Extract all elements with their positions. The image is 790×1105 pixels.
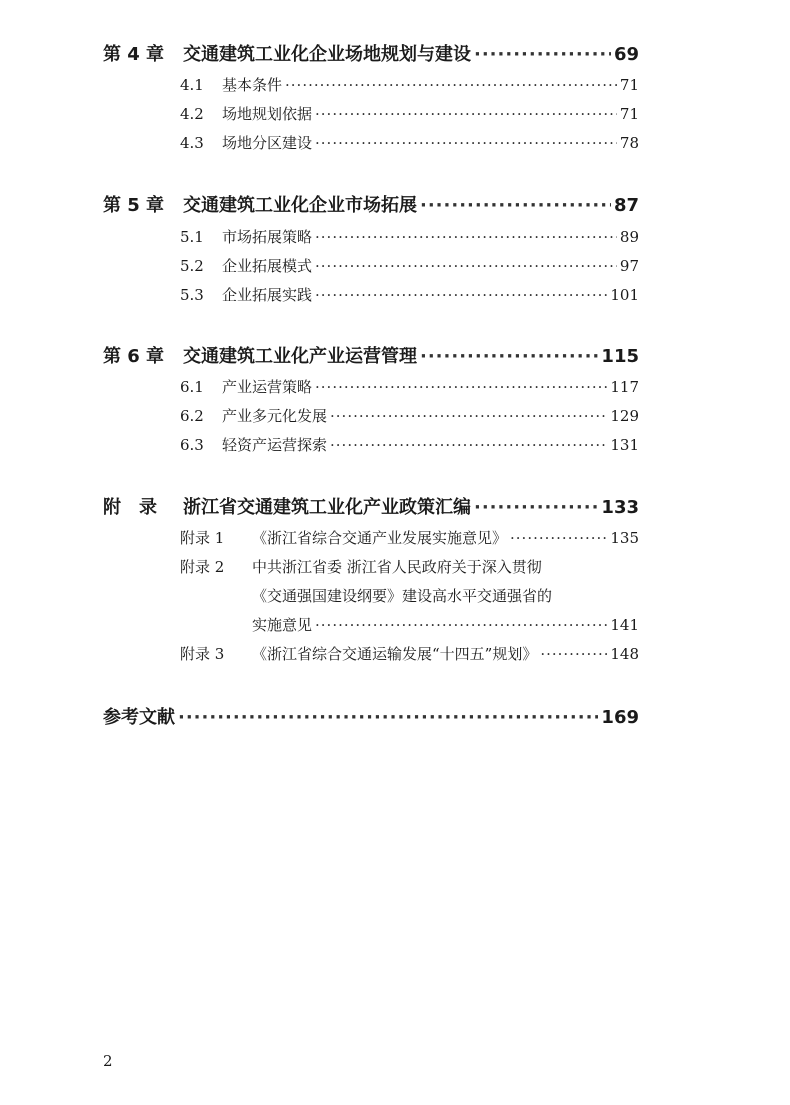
- section-title: 场地分区建设: [222, 134, 313, 152]
- chapter-title: 交通建筑工业化企业场地规划与建设: [183, 44, 471, 65]
- section-title: 企业拓展实践: [222, 286, 313, 304]
- section-number: 4.1: [180, 76, 204, 94]
- toc-section-4-1[interactable]: [180, 74, 639, 95]
- appendix-item-title-line-2: 《交通强国建设纲要》建设高水平交通强省的: [252, 587, 553, 605]
- chapter-page: 115: [601, 346, 639, 367]
- toc-appendix-2-last-line[interactable]: [252, 614, 639, 635]
- dot-leader: [315, 378, 607, 396]
- section-page: 131: [610, 436, 639, 454]
- chapter-label: 第 6 章: [103, 346, 165, 367]
- section-title: 场地规划依据: [222, 105, 313, 123]
- section-number: 5.3: [180, 286, 204, 304]
- toc-section-4-3[interactable]: [180, 132, 639, 153]
- toc-chapter-4[interactable]: [103, 40, 639, 66]
- references-page: 169: [601, 707, 639, 728]
- dot-leader: [540, 645, 607, 663]
- toc-section-4-2[interactable]: [180, 103, 639, 124]
- dot-leader: [315, 257, 617, 275]
- appendix-item-title-line-3: 实施意见: [252, 616, 313, 634]
- page-number: 2: [103, 1052, 113, 1070]
- toc-section-5-2[interactable]: [180, 255, 639, 276]
- appendix-title: 浙江省交通建筑工业化产业政策汇编: [183, 497, 471, 518]
- chapter-label: 第 4 章: [103, 44, 165, 65]
- section-page: 97: [619, 257, 639, 275]
- section-title: 基本条件: [222, 76, 283, 94]
- section-page: 101: [610, 286, 639, 304]
- references-title: 参考文献: [103, 707, 175, 728]
- appendix-item-page: 148: [610, 645, 639, 663]
- section-page: 71: [619, 76, 639, 94]
- toc-references[interactable]: [103, 703, 639, 729]
- chapter-title: 交通建筑工业化产业运营管理: [183, 346, 417, 367]
- appendix-item-label: 附录 3: [180, 645, 225, 663]
- dot-leader: [285, 76, 617, 94]
- section-title: 市场拓展策略: [222, 228, 313, 246]
- appendix-item-page: 135: [610, 529, 639, 547]
- appendix-item-page: 141: [610, 616, 639, 634]
- dot-leader: [420, 195, 611, 216]
- chapter-label: 第 5 章: [103, 195, 165, 216]
- toc-chapter-5[interactable]: [103, 191, 639, 217]
- dot-leader: [315, 228, 617, 246]
- appendix-item-label: 附录 2: [180, 558, 225, 576]
- section-page: 78: [619, 134, 639, 152]
- section-number: 5.1: [180, 228, 204, 246]
- section-title: 轻资产运营探索: [222, 436, 328, 454]
- chapter-page: 87: [613, 195, 639, 216]
- dot-leader: [315, 105, 617, 123]
- appendix-label: 附 录: [103, 497, 157, 518]
- section-page: 71: [619, 105, 639, 123]
- appendix-page: 133: [601, 497, 639, 518]
- dot-leader: [330, 407, 607, 425]
- section-title: 企业拓展模式: [222, 257, 313, 275]
- toc-section-5-3[interactable]: [180, 284, 639, 305]
- toc-section-5-1[interactable]: [180, 226, 639, 247]
- section-page: 129: [610, 407, 639, 425]
- toc-appendix-1[interactable]: [180, 527, 639, 548]
- dot-leader: [420, 346, 598, 367]
- chapter-page: 69: [613, 44, 639, 65]
- section-number: 6.3: [180, 436, 204, 454]
- section-page: 117: [610, 378, 639, 396]
- toc-appendix-3[interactable]: [180, 643, 639, 664]
- section-page: 89: [619, 228, 639, 246]
- section-number: 6.1: [180, 378, 204, 396]
- section-title: 产业运营策略: [222, 378, 313, 396]
- dot-leader: [330, 436, 607, 454]
- dot-leader: [315, 616, 607, 634]
- toc-appendix-2[interactable]: [180, 556, 639, 577]
- section-number: 4.3: [180, 134, 204, 152]
- dot-leader: [315, 286, 607, 304]
- section-title: 产业多元化发展: [222, 407, 328, 425]
- dot-leader: [474, 44, 611, 65]
- section-number: 6.2: [180, 407, 204, 425]
- section-number: 5.2: [180, 257, 204, 275]
- dot-leader: [474, 497, 598, 518]
- toc-section-6-2[interactable]: [180, 405, 639, 426]
- appendix-item-label: 附录 1: [180, 529, 225, 547]
- toc-appendix[interactable]: [103, 493, 639, 519]
- appendix-item-title: 《浙江省综合交通产业发展实施意见》: [252, 529, 508, 547]
- appendix-item-title-line-1: 中共浙江省委 浙江省人民政府关于深入贯彻: [252, 558, 542, 576]
- appendix-item-title: 《浙江省综合交通运输发展“十四五”规划》: [252, 645, 538, 663]
- toc-section-6-3[interactable]: [180, 434, 639, 455]
- toc-section-6-1[interactable]: [180, 376, 639, 397]
- dot-leader: [510, 529, 607, 547]
- toc-chapter-6[interactable]: [103, 342, 639, 368]
- chapter-title: 交通建筑工业化企业市场拓展: [183, 195, 417, 216]
- section-number: 4.2: [180, 105, 204, 123]
- dot-leader: [178, 707, 598, 728]
- dot-leader: [315, 134, 617, 152]
